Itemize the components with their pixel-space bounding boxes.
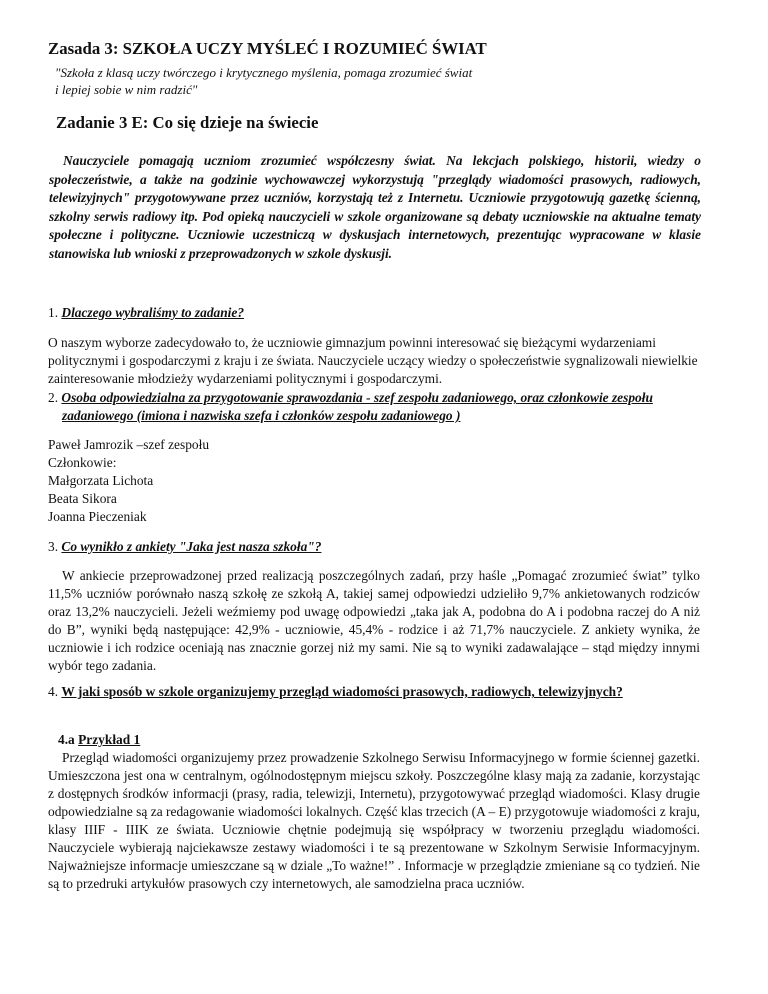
- section-2-heading: [48, 389, 722, 425]
- section-4-heading: [48, 683, 662, 701]
- team-member: Beata Sikora: [48, 491, 117, 506]
- section-4-number: 4.: [48, 684, 59, 699]
- team-list: [48, 436, 700, 526]
- subsection-4a-number: 4.a: [58, 732, 75, 747]
- section-1-heading: [48, 304, 708, 322]
- section-3-number: 3.: [48, 539, 59, 554]
- team-members-label: Członkowie:: [48, 455, 117, 470]
- motto: [55, 64, 575, 98]
- section-3-title: Co wynikło z ankiety "Jaka jest nasza szkoła"?: [61, 539, 322, 554]
- team-member: Małgorzata Lichota: [48, 473, 154, 488]
- section-3-body: W ankiecie przeprowadzonej przed realizacją poszczególnych zadań, przy haśle „Pomagać zrozumieć świat” tylko 11,5% uczniów porównało naszą szkołę ze szkołą A, takiej samej odpowiedzi udzieliło 9,7% ankietowanych rodziców oraz 13,2% nauczycieli. Jeżeli weźmiemy pod uwagę odpowiedzi „taka jak A, podobna do A i podobna raczej do A niż do B”, wyniki będą następujące: 42,9% - uczniowie, 45,4% - rodzice i aż 71,7% nauczyciele. Z ankiety wynika, że uczniowie i ich rodzice oceniają nas znacznie gorzej niż my sami. Nie są to wyniki zadawalające – stąd między innymi wybór tego zadania.: [48, 568, 700, 673]
- document-title: Zasada 3: SZKOŁA UCZY MYŚLEĆ I ROZUMIEĆ ŚWIAT: [48, 39, 487, 58]
- motto-line-2: i lepiej sobie w nim radzić": [55, 82, 198, 97]
- subsection-4a-heading: [58, 731, 140, 749]
- section-2-title: Osoba odpowiedzialna za przygotowanie sprawozdania - szef zespołu zadaniowego, oraz członkowie zespołu zadaniowego (imiona i nazwiska szefa i członków zespołu zadaniowego ): [61, 390, 653, 423]
- subsection-4a-body: Przegląd wiadomości organizujemy przez prowadzenie Szkolnego Serwisu Informacyjnego w formie ściennej gazetki. Umieszczona jest ona w centralnym, ogólnodostępnym miejscu szkoły. Poszczególne klasy mają za zadanie, korzystając z dostępnych środków informacji (prasy, radia, telewizji, Internetu), przygotowywać przegląd wiadomości. Klasy drugie odpowiedzialne są za redagowanie wiadomości lokalnych. Część klas trzecich (A – E) przygotowuje wiadomości z kraju, klasy IIIF - IIIK ze świata. Uczniowie chętnie podejmują się współpracy w tworzeniu przeglądu wiadomości. Nauczyciele wybierają najciekawsze zestawy wiadomości i te są prezentowane w Szkolnym Serwisie Informacyjnym. Najważniejsze informacje umieszczane są w dziale „To ważne!” . Informacje w przeglądzie zmieniane są co tydzień. Nie są to przedruki artykułów prasowych czy internetowych, ale samodzielna praca uczniów.: [48, 750, 700, 891]
- section-1-title: Dlaczego wybraliśmy to zadanie?: [61, 305, 245, 320]
- section-2-number: 2.: [48, 390, 59, 405]
- section-1-number: 1.: [48, 305, 59, 320]
- task-title: Zadanie 3 E: Co się dzieje na świecie: [56, 113, 319, 132]
- section-1-body: O naszym wyborze zadecydowało to, że uczniowie gimnazjum powinni interesować się bieżącymi wydarzeniami politycznymi i gospodarczymi z kraju i ze świata. Nauczyciele uczący wiedzy o społeczeństwie sygnalizowali niewielkie zainteresowanie młodzieży wydarzeniami politycznymi i gospodarczymi.: [48, 335, 698, 386]
- intro-paragraph: Nauczyciele pomagają uczniom zrozumieć współczesny świat. Na lekcjach polskiego, historii, wiedzy o społeczeństwie, a także na godzinie wychowawczej wykorzystują "przeglądy wiadomości prasowych, radiowych, telewizyjnych" przygotowywane przez uczniów, korzystają też z Internetu. Uczniowie przygotowują gazetkę ścienną, szkolny serwis radiowy itp. Pod opieką nauczycieli w szkole organizowane są debaty uczniowskie na aktualne tematy społeczne i polityczne. Uczniowie uczestniczą w dyskusjach internetowych, prezentując wypracowane w klasie stanowiska lub wnioski z przeprowadzonych w szkole dyskusji.: [49, 153, 701, 261]
- team-member: Joanna Pieczeniak: [48, 509, 147, 524]
- team-leader: Paweł Jamrozik –szef zespołu: [48, 437, 210, 452]
- subsection-4a-title: Przykład 1: [78, 732, 141, 747]
- section-3-heading: [48, 538, 708, 556]
- section-4-title: W jaki sposób w szkole organizujemy przegląd wiadomości prasowych, radiowych, telewizyjnych?: [61, 684, 623, 699]
- motto-line-1: "Szkoła z klasą uczy twórczego i krytycznego myślenia, pomaga zrozumieć świat: [55, 65, 473, 80]
